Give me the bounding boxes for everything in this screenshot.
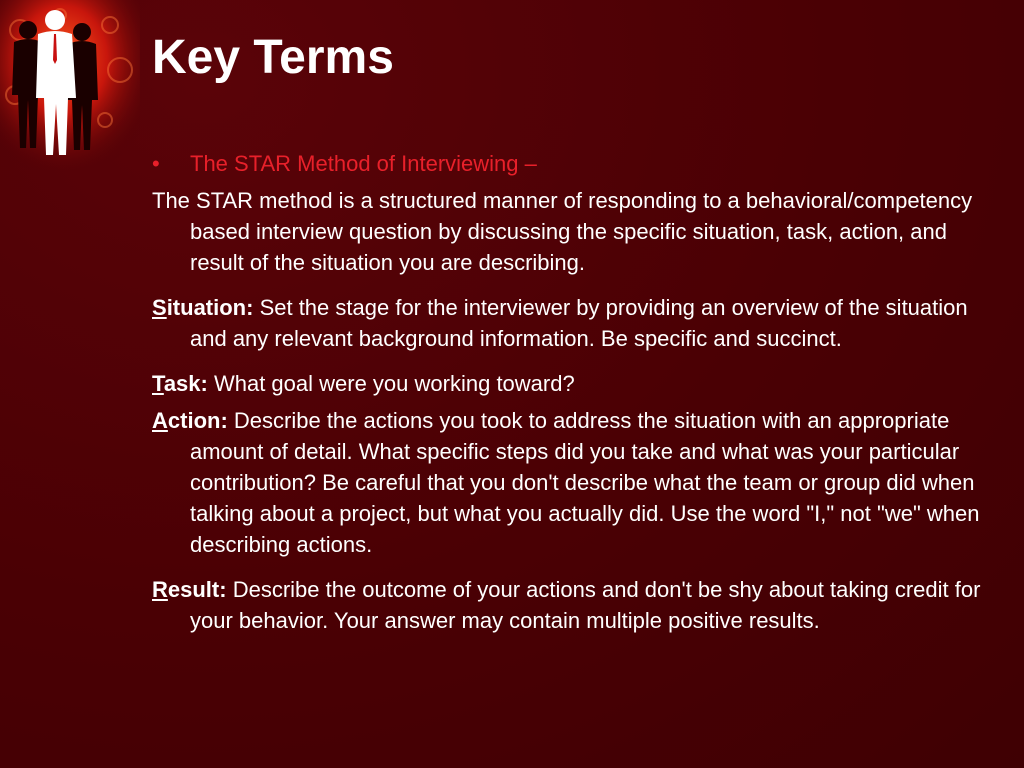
term-task-description: What goal were you working toward?: [207, 371, 575, 396]
term-situation: [152, 292, 982, 354]
term-task-label: ask:: [163, 371, 208, 396]
term-situation-letter: S: [152, 295, 167, 320]
term-situation-label: ituation:: [166, 295, 254, 320]
business-people-image: [0, 0, 140, 170]
term-action-label: ction:: [167, 408, 228, 433]
term-action-letter: A: [152, 408, 168, 433]
bullet-marker: •: [152, 151, 160, 176]
slide-title: Key Terms: [152, 31, 394, 84]
bullet-heading-text: The STAR Method of Interviewing –: [190, 151, 537, 176]
term-situation-description: Set the stage for the interviewer by providing an overview of the situation and any relevant background information. Be specific and succinct.: [190, 295, 968, 351]
term-result-label: esult:: [167, 577, 227, 602]
bullet-heading: [152, 148, 982, 179]
term-action-description: Describe the actions you took to address the situation with an appropriate amount of detail. What specific steps did you take and what was your particular contribution? Be careful that you don't describe what the team or group did when talking about a project, but what you actually did. Use the word "I," not "we" when describing actions.: [190, 408, 980, 557]
term-result: [152, 574, 982, 636]
term-result-letter: R: [152, 577, 168, 602]
term-task: [152, 368, 982, 399]
intro-paragraph: The STAR method is a structured manner of responding to a behavioral/competency based interview question by discussing the specific situation, task, action, and result of the situation you are describing.: [152, 188, 973, 275]
term-action: [152, 405, 982, 560]
term-result-description: Describe the outcome of your actions and don't be shy about taking credit for your behavior. Your answer may contain multiple positive results.: [190, 577, 981, 633]
slide-body: [152, 148, 982, 636]
term-task-letter: T: [152, 371, 164, 396]
